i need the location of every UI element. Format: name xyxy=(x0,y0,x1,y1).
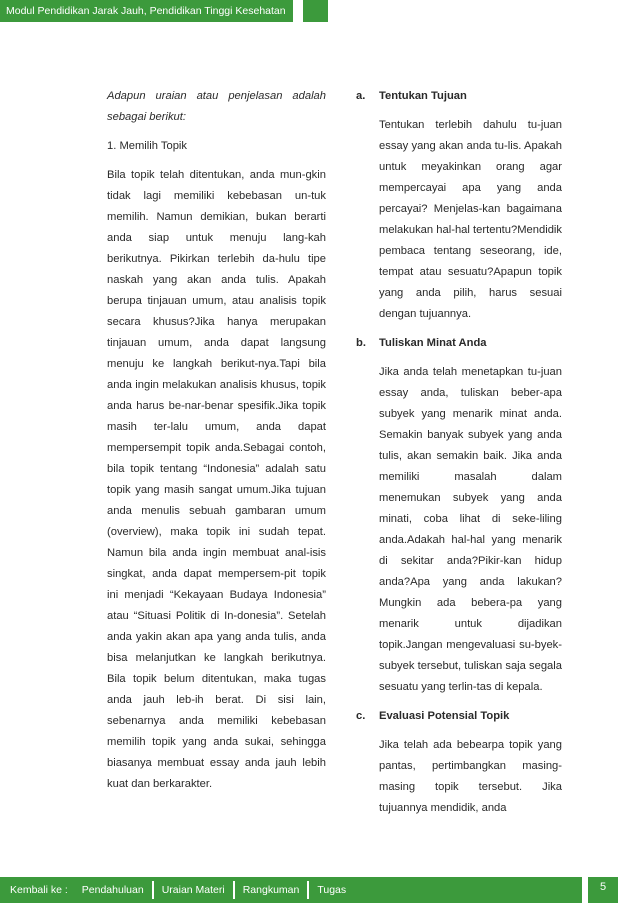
section-heading xyxy=(356,333,562,354)
section-body: Jika telah ada bebearpa topik yang pantas, pertimbangkan masing-masing topik tersebut. Jika tujuannya mendidik, anda xyxy=(379,739,562,814)
section-marker: c. xyxy=(356,710,366,722)
section-body: Tentukan terlebih dahulu tu-juan essay yang akan anda tu-lis. Apakah untuk meyakinkan orang agar mempercayai apa yang anda percayai? Menjelas-kan bagaimana melakukan hal-hal tertentu?Mendidik pembaca tentang seseorang, ide, tempat atau sesuatu?Apapun topik yang anda pilih, harus sesuai dengan tujuannya. xyxy=(379,119,562,320)
section-marker: b. xyxy=(356,337,366,349)
intro-text: Adapun uraian atau penjelasan adalah sebagai berikut: xyxy=(107,90,326,123)
section-heading xyxy=(356,86,562,107)
nav-link-uraian-materi[interactable]: Uraian Materi xyxy=(161,884,225,896)
section-title: Evaluasi Potensial Topik xyxy=(379,710,510,722)
section-a xyxy=(356,86,562,325)
section-marker: a. xyxy=(356,90,366,102)
numbered-heading: 1. Memilih Topik xyxy=(107,140,187,152)
left-column xyxy=(107,86,326,795)
section-heading xyxy=(356,706,562,727)
nav-link-tugas[interactable]: Tugas xyxy=(317,884,347,896)
back-label: Kembali ke : xyxy=(10,884,68,896)
nav-link-pendahuluan[interactable]: Pendahuluan xyxy=(81,884,144,896)
section-body: Jika anda telah menetapkan tu-juan essay anda, tuliskan beber-apa subyek yang menarik minat anda. Semakin banyak subyek yang anda tulis, akan semakin baik. Jika anda memiliki masalah dalam menemukan subyek yang anda minati, coba lihat di seke-liling anda.Adakah hal-hal yang menarik di sekitar anda?Pikir-kan hidup anda?Apa yang anda lakukan? Mungkin ada bebera-pa yang menarik untuk dijadikan topik.Jangan mengevaluasi su-byek-subyek tersebut, tuliskan saja segala sesuatu yang terlin-tas di kepala. xyxy=(379,366,562,693)
body-paragraph: Bila topik telah ditentukan, anda mun-gkin tidak lagi memiliki kebebasan un-tuk memilih. Namun demikian, bukan berarti anda siap untuk menuju lang-kah berikutnya. Pikirkan terlebih da-hulu tipe naskah yang akan anda tulis. Apakah berupa tinjauan umum, atau analisis topik secara khusus?Jika hanya merupakan tinjauan umum, anda dapat langsung menuju ke langkah berikut-nya.Tapi bila anda ingin melakukan analisis khusus, topik anda harus be-nar-benar spesifik.Jika topik masih ter-lalu umum, anda dapat mempersempit topik anda.Sebagai contoh, bila topik tentang “Indonesia” adalah satu topik yang masih sangat umum.Jika tujuan anda menulis sebuah gambaran umum (overview), maka topik ini sudah tepat. Namun bila anda ingin membuat anal-isis singkat, anda dapat mempersem-pit topik ini menjadi “Kekayaan Budaya Indonesia” atau “Situasi Politik di In-donesia”. Setelah anda yakin akan apa yang anda tulis, anda bisa melanjutkan ke langkah berikutnya. Bila topik belum ditentukan, maka tugas anda jauh leb-ih berat. Di sisi lain, sebenarnya anda memiliki kebebasan memilih topik yang anda sukai, sehingga biasanya membuat essay anda jauh lebih kuat dan berkarakter. xyxy=(107,169,326,790)
section-b xyxy=(356,333,562,698)
right-column xyxy=(356,86,562,819)
header-accent-block xyxy=(303,0,328,22)
section-title: Tuliskan Minat Anda xyxy=(379,337,487,349)
section-c xyxy=(356,706,562,819)
header-title: Modul Pendidikan Jarak Jauh, Pendidikan Tinggi Kesehatan xyxy=(0,0,293,22)
page-number: 5 xyxy=(588,877,618,903)
nav-link-rangkuman[interactable]: Rangkuman xyxy=(242,884,300,896)
footer-nav xyxy=(0,877,582,903)
section-title: Tentukan Tujuan xyxy=(379,90,467,102)
